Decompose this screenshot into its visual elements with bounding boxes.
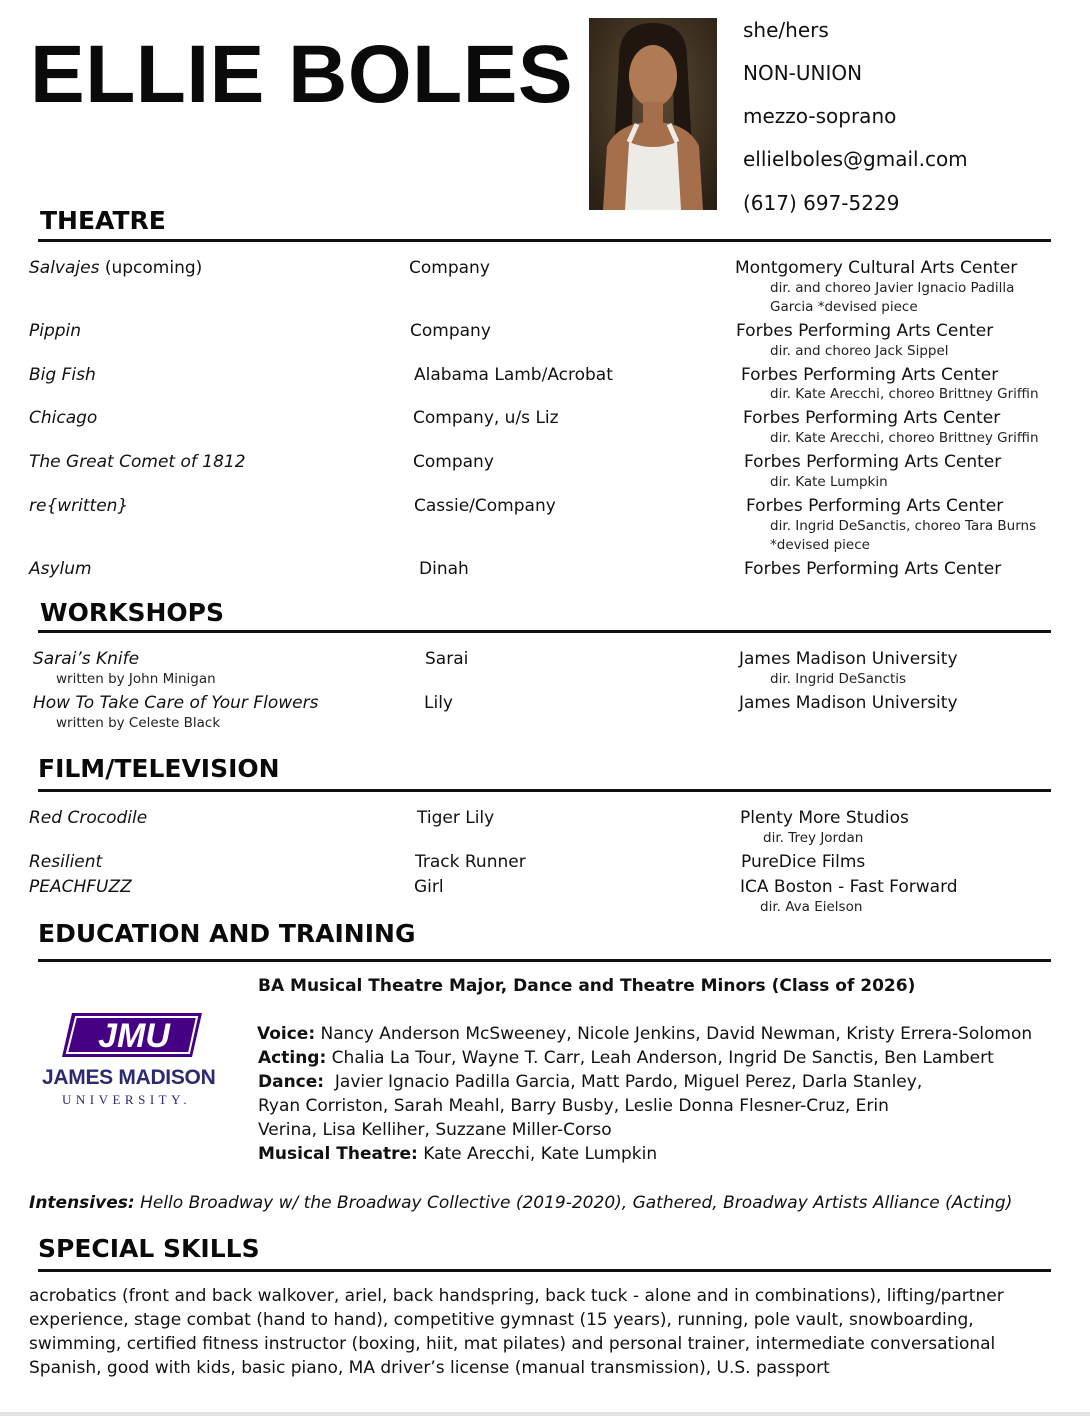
theatre-venue-3: Forbes Performing Arts Center	[741, 365, 999, 385]
theatre-role-6: Cassie/Company	[414, 496, 556, 516]
film-venue-1: Plenty More Studios	[740, 808, 909, 828]
film-role-2: Track Runner	[415, 852, 526, 872]
workshop-show-1: Sarai’s Knife	[33, 649, 140, 669]
theatre-venue-5: Forbes Performing Arts Center	[744, 452, 1002, 472]
theatre-role-2: Company	[410, 321, 491, 341]
theatre-role-1: Company	[409, 258, 490, 278]
headshot-image-icon	[589, 18, 717, 210]
film-detail-3: dir. Ava Eielson	[760, 899, 863, 915]
jmu-logo-icon	[40, 1010, 228, 1060]
theatre-detail-4a: dir. Kate Arecchi, choreo Brittney Griffin	[770, 430, 1039, 446]
theatre-role-4: Company, u/s Liz	[413, 408, 559, 428]
theatre-role-3: Alabama Lamb/Acrobat	[414, 365, 613, 385]
page-edge	[0, 1412, 1090, 1416]
degree: BA Musical Theatre Major, Dance and Theatre Minors (Class of 2026)	[258, 976, 916, 996]
theatre-detail-6a: dir. Ingrid DeSanctis, choreo Tara Burns	[770, 518, 1037, 534]
theatre-detail-5a: dir. Kate Lumpkin	[770, 474, 888, 490]
musical-theatre-teachers: Musical Theatre: Kate Arecchi, Kate Lumpkin	[258, 1144, 658, 1164]
theatre-venue-4: Forbes Performing Arts Center	[743, 408, 1001, 428]
acting-teachers: Acting: Chalia La Tour, Wayne T. Carr, Leah Anderson, Ingrid De Sanctis, Ben Lambert	[258, 1048, 994, 1068]
theatre-show-1: Salvajes (upcoming)	[29, 258, 203, 278]
film-title-1: Red Crocodile	[29, 808, 148, 828]
film-divider	[38, 789, 1051, 792]
phone-number: (617) 697-5229	[743, 191, 900, 215]
theatre-venue-1: Montgomery Cultural Arts Center	[735, 258, 1018, 278]
workshop-venue-1: James Madison University	[739, 649, 958, 669]
workshop-role-2: Lily	[424, 693, 453, 713]
intensives: Intensives: Hello Broadway w/ the Broadway Collective (2019-2020), Gathered, Broadway Artists Alliance (Acting)	[29, 1193, 1013, 1213]
dance-teachers: Dance: Javier Ignacio Padilla Garcia, Matt Pardo, Miguel Perez, Darla Stanley,	[258, 1072, 923, 1092]
theatre-role-5: Company	[413, 452, 494, 472]
theatre-venue-6: Forbes Performing Arts Center	[746, 496, 1004, 516]
dance-teachers-2: Ryan Corriston, Sarah Meahl, Barry Busby, Leslie Donna Flesner-Cruz, Erin	[258, 1096, 889, 1116]
theatre-show-5: The Great Comet of 1812	[29, 452, 246, 472]
workshops-heading: WORKSHOPS	[40, 598, 224, 627]
workshop-venue-2: James Madison University	[739, 693, 958, 713]
skills-divider	[38, 1269, 1051, 1272]
theatre-detail-1b: Garcia *devised piece	[770, 299, 918, 315]
jmu-logo	[40, 1010, 228, 1110]
workshop-role-1: Sarai	[425, 649, 469, 669]
theatre-detail-2a: dir. and choreo Jack Sippel	[770, 343, 949, 359]
theatre-show-6: re{written}	[29, 496, 129, 516]
theatre-show-4: Chicago	[29, 408, 98, 428]
jmu-logo-sub: UNIVERSITY.	[62, 1092, 192, 1107]
theatre-show-2: Pippin	[29, 321, 82, 341]
workshop-writer-2: written by Celeste Black	[56, 715, 221, 731]
theatre-venue-2: Forbes Performing Arts Center	[736, 321, 994, 341]
education-divider	[38, 959, 1051, 962]
voice-teachers: Voice: Nancy Anderson McSweeney, Nicole Jenkins, David Newman, Kristy Errera-Solomon	[257, 1024, 1033, 1044]
jmu-logo-name: JAMES MADISON	[42, 1066, 216, 1089]
voice-type: mezzo-soprano	[743, 104, 897, 128]
film-role-3: Girl	[414, 877, 444, 897]
actor-name: ELLIE BOLES	[30, 29, 574, 120]
theatre-heading: THEATRE	[40, 206, 166, 235]
workshop-writer-1: written by John Minigan	[56, 671, 216, 687]
theatre-venue-7: Forbes Performing Arts Center	[744, 559, 1002, 579]
pronouns: she/hers	[743, 18, 829, 42]
theatre-detail-3a: dir. Kate Arecchi, choreo Brittney Griffin	[770, 386, 1039, 402]
workshop-show-2: How To Take Care of Your Flowers	[33, 693, 319, 713]
workshop-detail-1: dir. Ingrid DeSanctis	[770, 671, 907, 687]
film-venue-2: PureDice Films	[741, 852, 866, 872]
theatre-detail-1a: dir. and choreo Javier Ignacio Padilla	[770, 280, 1015, 296]
film-heading: FILM/TELEVISION	[38, 754, 280, 783]
film-venue-3: ICA Boston - Fast Forward	[740, 877, 958, 897]
skills-heading: SPECIAL SKILLS	[38, 1234, 260, 1263]
headshot-photo	[589, 18, 717, 210]
film-title-2: Resilient	[29, 852, 103, 872]
skills-text: acrobatics (front and back walkover, ariel, back handspring, back tuck - alone and in combinations), lifting/partner experience, stage combat (hand to hand), competitive gymnast (15 years), running, pole vault, snowboarding, swimming, certified fitness instructor (boxing, hiit, mat pilates) and personal trainer, intermediate conversational Spanish, good with kids, basic piano, MA driver’s license (manual transmission), U.S. passport	[29, 1286, 1004, 1378]
education-heading: EDUCATION AND TRAINING	[38, 919, 416, 948]
workshops-divider	[38, 630, 1051, 633]
theatre-divider	[38, 239, 1051, 242]
email-link[interactable]: ellielboles@gmail.com	[743, 147, 968, 171]
theatre-show-3: Big Fish	[29, 365, 96, 385]
film-detail-1: dir. Trey Jordan	[763, 830, 864, 846]
union-status: NON-UNION	[743, 61, 863, 85]
dance-teachers-3: Verina, Lisa Kelliher, Suzzane Miller-Corso	[258, 1120, 612, 1140]
film-role-1: Tiger Lily	[417, 808, 495, 828]
theatre-role-7: Dinah	[419, 559, 469, 579]
theatre-show-7: Asylum	[29, 559, 92, 579]
theatre-detail-6b: *devised piece	[770, 537, 870, 553]
film-title-3: PEACHFUZZ	[29, 877, 132, 897]
jmu-logo-letters: JMU	[98, 1017, 170, 1055]
